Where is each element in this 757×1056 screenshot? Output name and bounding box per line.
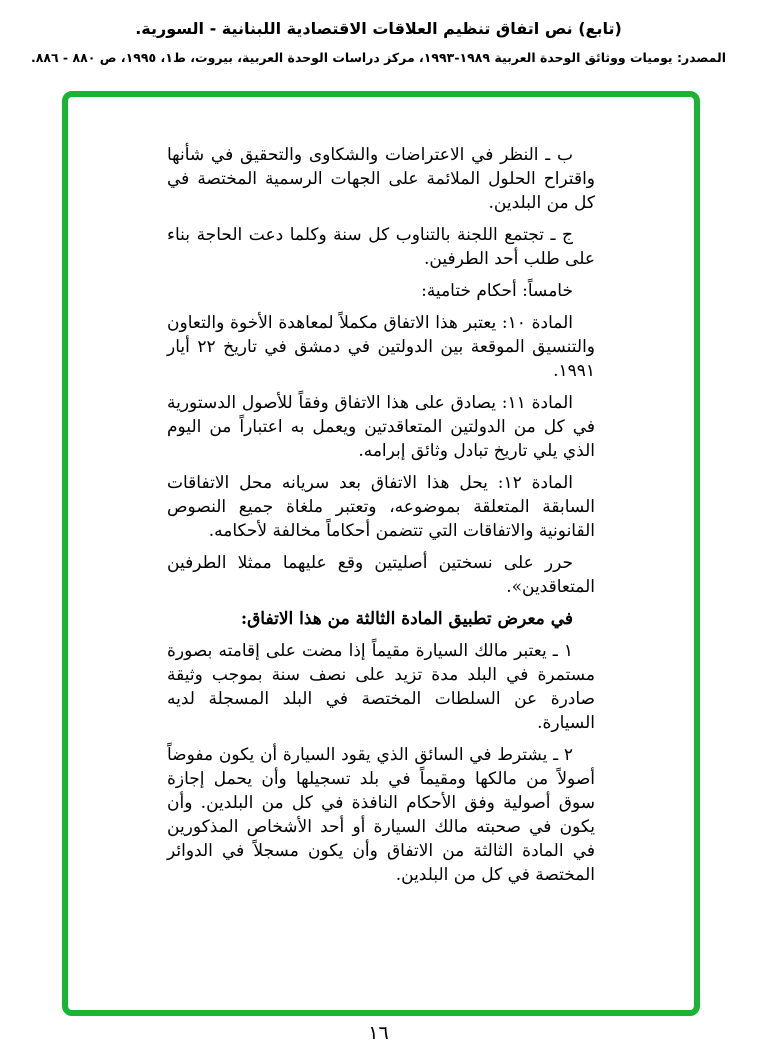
item-1-paragraph: ١ ـ يعتبر مالك السيارة مقيماً إذا مضت على إقامته بصورة مستمرة في البلد مدة تزيد على نصف سنة بموجب وثيقة صادرة عن السلطات المختصة في البلد المسجلة لديه السيارة. <box>167 641 595 733</box>
clause-jim-paragraph: ج ـ تجتمع اللجنة بالتناوب كل سنة وكلما دعت الحاجة بناء على طلب أحد الطرفين. <box>167 225 595 269</box>
document-body <box>167 143 595 895</box>
signature-note-paragraph: حرر على نسختين أصليتين وقع عليهما ممثلا الطرفين المتعاقدين». <box>167 553 595 597</box>
closing-provisions-heading: خامساً: أحكام ختامية: <box>421 281 573 301</box>
clause-b-paragraph: ب ـ النظر في الاعتراضات والشكاوى والتحقيق في شأنها واقتراح الحلول الملائمة على الجهات الرسمية المختصة في كل من البلدين. <box>167 145 595 213</box>
article-3-application-heading: في معرض تطبيق المادة الثالثة من هذا الاتفاق: <box>240 609 573 629</box>
source-citation: المصدر: يوميات ووثائق الوحدة العربية ١٩٨٩-١٩٩٣، مركز دراسات الوحدة العربية، بيروت، ط١، ١٩٩٥، ص ٨٨٠ - ٨٨٦. <box>30 50 727 65</box>
document-title: (تابع) نص اتفاق تنظيم العلاقات الاقتصادية اللبنانية - السورية. <box>135 19 622 38</box>
article-12-paragraph: المادة ١٢: يحل هذا الاتفاق بعد سريانه محل الاتفاقات السابقة المتعلقة بموضوعه، وتعتبر ملغاة جميع النصوص القانونية والاتفاقات التي تتضمن أحكاماً مخالفة لأحكامه. <box>167 473 595 541</box>
page-number: ١٦ <box>368 1022 389 1044</box>
article-11-paragraph: المادة ١١: يصادق على هذا الاتفاق وفقاً للأصول الدستورية في كل من الدولتين المتعاقدتين ويعمل به اعتباراً من اليوم الذي يلي تاريخ تبادل وثائق إبرامه. <box>167 393 595 461</box>
item-2-paragraph: ٢ ـ يشترط في السائق الذي يقود السيارة أن يكون مفوضاً أصولاً من مالكها ومقيماً في بلد تسجيلها وأن يحمل إجازة سوق أصولية وفق الأحكام النافذة في كل من البلدين. وأن يكون في صحبته مالك السيارة أو أحد الأشخاص المذكورين في المادة الثالثة من الاتفاق وأن يكون مسجلاً في الدوائر المختصة في كل من البلدين. <box>167 745 595 885</box>
article-10-paragraph: المادة ١٠: يعتبر هذا الاتفاق مكملاً لمعاهدة الأخوة والتعاون والتنسيق الموقعة بين الدولتين في دمشق في تاريخ ٢٢ أيار ١٩٩١. <box>167 313 596 381</box>
